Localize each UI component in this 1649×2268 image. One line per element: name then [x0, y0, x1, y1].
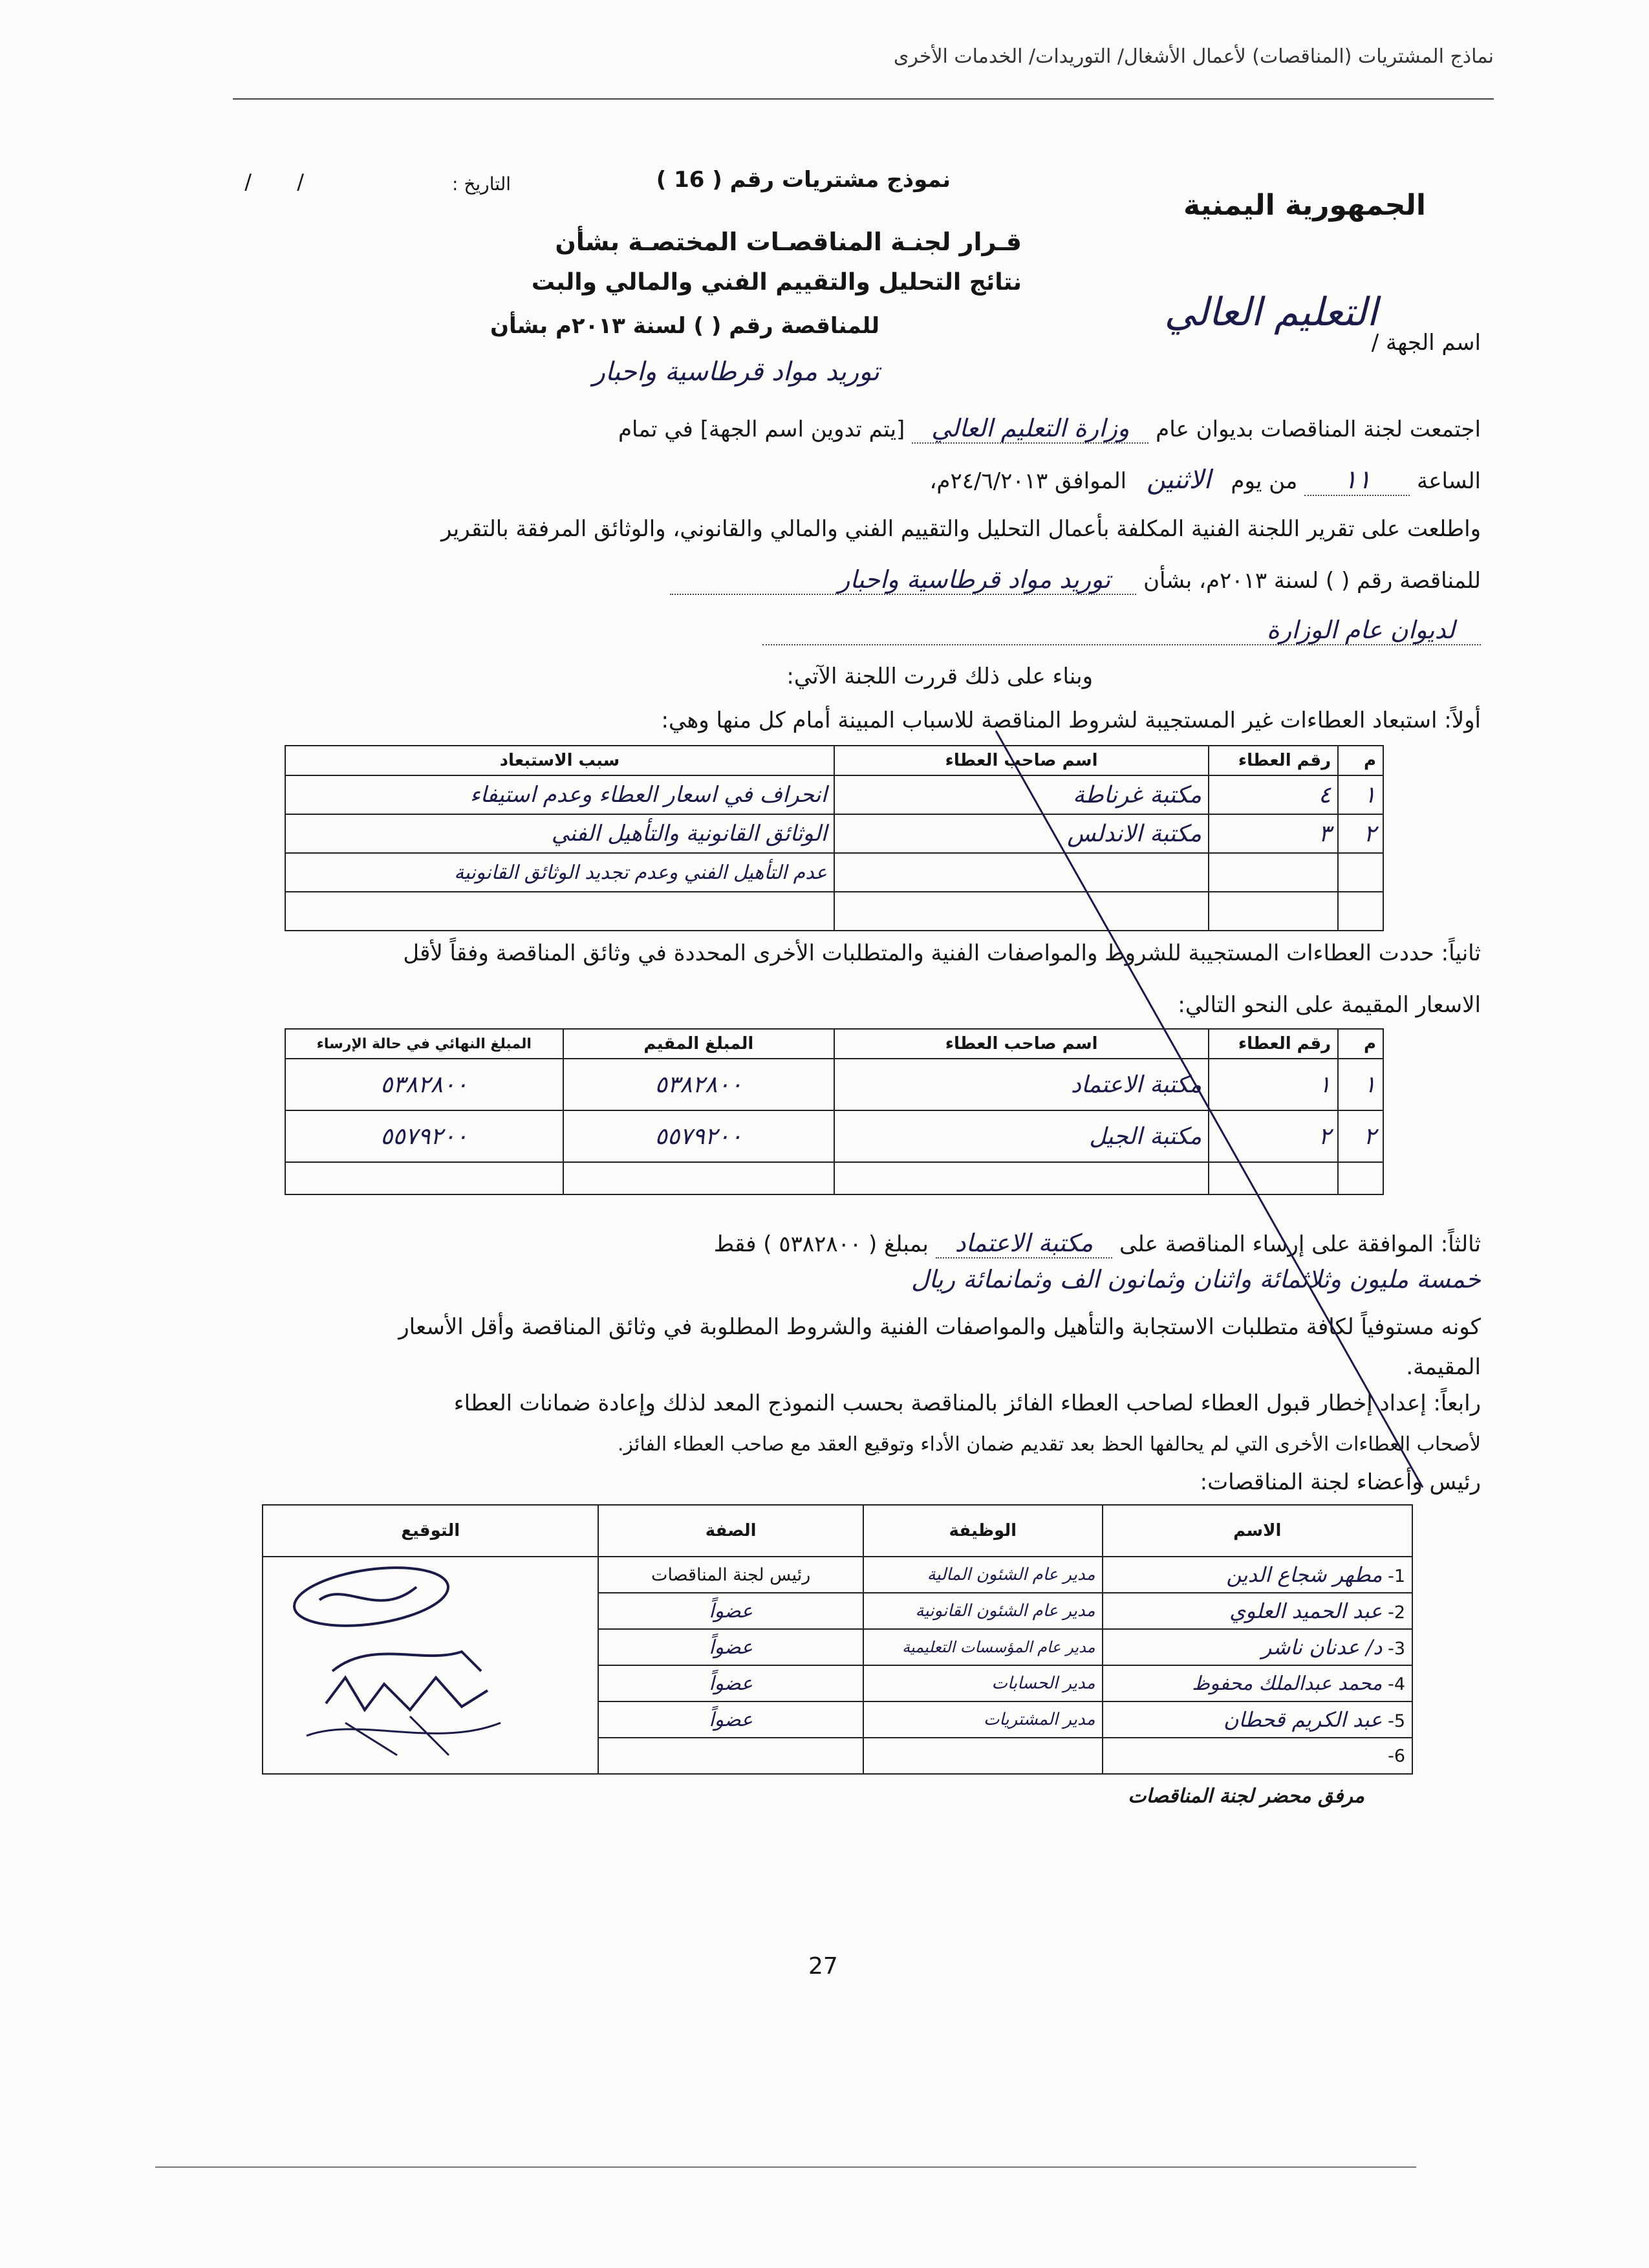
col-bidder-name: اسم صاحب العطاء — [834, 746, 1209, 775]
col-serial: م — [1338, 1029, 1383, 1059]
body-line-3: واطلعت على تقرير اللجنة الفنية المكلفة بأعمال التحليل والتقييم الفني والمالي والقانوني، والوثائق المرفقة بالتقرير — [441, 516, 1481, 542]
subject-repeat: توريد مواد قرطاسية واحبار — [670, 565, 1136, 595]
table-row: ١ ١ مكتبة الاعتماد ٥٣٨٢٨٠٠ ٥٣٨٢٨٠٠ — [285, 1059, 1383, 1110]
section3-line-1: ثالثاً: الموافقة على إرساء المناقصة على مكتبة الاعتماد بمبلغ ( ٥٣٨٢٨٠٠ ) فقط — [713, 1229, 1481, 1257]
col-role: الصفة — [598, 1505, 863, 1557]
body-line-6: وبناء على ذلك قررت اللجنة الآتي: — [786, 664, 1093, 689]
country-name: الجمهورية اليمنية — [1183, 189, 1426, 222]
col-signature: التوقيع — [263, 1505, 598, 1557]
col-exclusion-reason: سبب الاستبعاد — [285, 746, 834, 775]
form-number: نموذج مشتريات رقم ( 16 ) — [656, 167, 951, 193]
table-row: 4- محمد عبدالملك محفوظ مدير الحسابات عضواً — [263, 1665, 1412, 1701]
date-value: / / — [244, 169, 323, 194]
table-row: عدم التأهيل الفني وعدم تجديد الوثائق القانونية — [285, 853, 1383, 892]
col-final-amount: المبلغ النهائي في حالة الإرساء — [285, 1029, 563, 1059]
amount-in-words: خمسة مليون وثلاثمائة واثنان وثمانون الف وثمانمائة ريال — [911, 1265, 1481, 1293]
section2-heading-1: ثانياً: حددت العطاءات المستجيبة للشروط والمواصفات الفنية والمتطلبات الأخرى المحددة في وثائق المناقصة وفقاً لأقل — [403, 940, 1481, 966]
section1-heading: أولاً: استبعاد العطاءات غير المستجيبة لشروط المناقصة للاسباب المبينة أمام كل منها وهي: — [661, 707, 1481, 733]
table-row: 6- — [263, 1738, 1412, 1774]
col-evaluated-amount: المبلغ المقيم — [563, 1029, 835, 1059]
section4-line-1: رابعاً: إعداد إخطار قبول العطاء لصاحب العطاء الفائز بالمناقصة بحسب النموذج المعد لذلك وإعادة ضمانات العطاء — [453, 1390, 1481, 1416]
col-job: الوظيفة — [863, 1505, 1103, 1557]
table-row: 3- د/ عدنان ناشر مدير عام المؤسسات التعليمية عضواً — [263, 1629, 1412, 1665]
table-row: ٢ ٢ مكتبة الجيل ٥٥٧٩٢٠٠ ٥٥٧٩٢٠٠ — [285, 1110, 1383, 1162]
table-row: ٢ ٣ مكتبة الاندلس الوثائق القانونية والتأهيل الفني — [285, 814, 1383, 853]
meeting-hour: ١١ — [1304, 465, 1410, 496]
entity-label: اسم الجهة / — [1371, 330, 1481, 356]
meeting-day: الاثنين — [1146, 465, 1211, 495]
table-row: ١ ٤ مكتبة غرناطة انحراف في اسعار العطاء وعدم استيفاء — [285, 775, 1383, 814]
attachment-note: مرفق محضر لجنة المناقصات — [1128, 1785, 1364, 1808]
entity-name: التعليم العالي — [1164, 290, 1377, 335]
table-row: 1- مطهر شجاع الدين مدير عام الشئون المالية رئيس لجنة المناقصات — [263, 1557, 1412, 1593]
decision-title-2: نتائج التحليل والتقييم الفني والمالي والبت — [531, 269, 1022, 296]
decision-title-1: قـرار لجنـة المناقصـات المختصـة بشأن — [555, 228, 1022, 256]
col-name: الاسم — [1103, 1505, 1412, 1557]
section4-line-2: لأصحاب العطاءات الأخرى التي لم يحالفها الحظ بعد تقديم ضمان الأداء وتوقيع العقد مع صاحب العطاء الفائز. — [617, 1433, 1481, 1456]
col-bid-number: رقم العطاء — [1209, 746, 1338, 775]
running-header: نماذج المشتريات (المناقصات) لأعمال الأشغال/ التوريدات/ الخدمات الأخرى — [893, 45, 1494, 68]
ministry-name: وزارة التعليم العالي — [912, 414, 1148, 444]
section3-line-4: المقيمة. — [1406, 1354, 1481, 1380]
section2-heading-2: الاسعار المقيمة على النحو التالي: — [1178, 992, 1481, 1018]
section3-line-3: كونه مستوفياً لكافة متطلبات الاستجابة والتأهيل والمواصفات الفنية والشروط المطلوبة في وثائق المناقصة وأقل الأسعار — [398, 1314, 1481, 1340]
body-line-2: الساعة ١١ من يوم الاثنين الموافق ٢٤/٦/٢٠١٣م، — [929, 465, 1481, 495]
tender-subject: توريد مواد قرطاسية واحبار — [592, 357, 879, 387]
page-number: 27 — [808, 1953, 838, 1980]
winning-bidder: مكتبة الاعتماد — [936, 1229, 1113, 1258]
col-bidder-name: اسم صاحب العطاء — [834, 1029, 1209, 1059]
col-serial: م — [1338, 746, 1383, 775]
table-row: 2- عبد الحميد العلوي مدير عام الشئون القانونية عضواً — [263, 1593, 1412, 1629]
subject-continuation: لديوان عام الوزارة — [762, 616, 1481, 645]
decision-title-3: للمناقصة رقم ( ) لسنة ٢٠١٣م بشأن — [490, 313, 879, 339]
col-bid-number: رقم العطاء — [1209, 1029, 1338, 1059]
committee-label: رئيس وأعضاء لجنة المناقصات: — [1200, 1469, 1481, 1495]
body-line-4: للمناقصة رقم ( ) لسنة ٢٠١٣م، بشأن توريد مواد قرطاسية واحبار — [670, 565, 1481, 595]
body-line-1: اجتمعت لجنة المناقصات بديوان عام وزارة التعليم العالي [يتم تدوين اسم الجهة] في تمام — [618, 414, 1481, 442]
date-label: التاريخ : — [451, 173, 511, 195]
footer-rule — [155, 2166, 1416, 2168]
table-row: 5- عبد الكريم قحطان مدير المشتريات عضواً — [263, 1701, 1412, 1738]
